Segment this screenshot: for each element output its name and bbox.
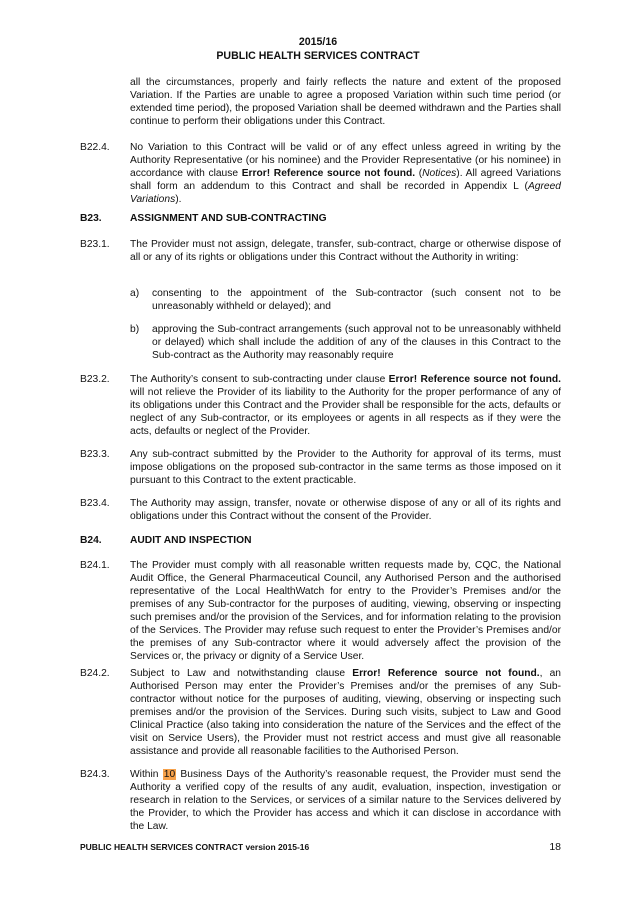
highlighted-number: 10 xyxy=(163,769,176,780)
clause-text: No Variation to this Contract will be valid or of any effect unless agreed in writing by the Authority Representative (or his nominee) and the Provider Representative (or his nominee) in accordance with clause Error! Reference source not found. (Notices). All agreed Variations shall form an addendum to this Contract and shall be recorded in Appendix L (Agreed Variations). xyxy=(130,142,561,205)
clause-text: Subject to Law and notwithstanding clause Error! Reference source not found., an Authorised Person may enter the Provider’s Premises and/or the premises of any Sub-contractor without notice for the purposes of auditing, viewing, observing or inspecting such premises and/or the provision of the Services. During such visits, subject to Law and Good Clinical Practice (also taking into consideration the nature of the Services and the effect of the visit on Service Users), the Provider must not restrict access and must give all reasonable assistance and provide all reasonable facilities to the Authorised Person. xyxy=(130,668,561,757)
clause-number: B23.4. xyxy=(80,498,110,509)
footer xyxy=(80,842,561,852)
section-number: B23. xyxy=(80,213,102,224)
header-title: PUBLIC HEALTH SERVICES CONTRACT xyxy=(216,50,420,62)
sub-clause-label: a) xyxy=(130,288,140,299)
reference-error: Error! Reference source not found. xyxy=(352,668,540,679)
clause-text: The Authority may assign, transfer, novate or otherwise dispose of any or all of its rights and obligations under this Contract without the consent of the Provider. xyxy=(130,498,561,522)
reference-error: Error! Reference source not found. xyxy=(388,374,561,385)
footer-text: PUBLIC HEALTH SERVICES CONTRACT version 2015-16 xyxy=(80,842,310,852)
reference-error: Error! Reference source not found. xyxy=(241,168,416,179)
page-number: 18 xyxy=(549,841,561,853)
clause-text: The Authority’s consent to sub-contracting under clause Error! Reference source not found. will not relieve the Provider of its liability to the Authority for the proper performance of any of its obligations under this Contract and the Provider shall be responsible for the acts, defaults or neglect of any Sub-contractor, or its employees or agents in all respects as if they were the acts, defaults or neglect of the Provider. xyxy=(130,374,561,437)
sub-clause-label: b) xyxy=(130,324,140,335)
clause-number: B24.3. xyxy=(80,769,110,780)
clause-number: B23.3. xyxy=(80,449,110,460)
clause-text: The Provider must comply with all reasonable written requests made by, CQC, the National Audit Office, the General Pharmaceutical Council, any Authorised Person and the authorised representative of the Local HealthWatch for entry to the Provider’s Premises and/or the premises of any Sub-contractor for the purposes of auditing, viewing, observing or inspecting such premises and/or the provision of the Services, and for information relating to the provision of the Services. The Provider may refuse such request to enter the Provider’s Premises and/or the premises of any Sub-contractor where it would adversely affect the provision of the Services or, the privacy or dignity of a Service User. xyxy=(130,560,561,662)
section-title: AUDIT AND INSPECTION xyxy=(130,535,252,546)
sub-clause-text: approving the Sub-contract arrangements (such approval not to be unreasonably withheld or delayed) which shall include the addition of any of the clauses in this Contract to the Sub-contract as the Authority may reasonably require xyxy=(152,324,561,361)
clause-number: B23.1. xyxy=(80,239,110,250)
clause-text: Any sub-contract submitted by the Provider to the Authority for approval of its terms, must impose obligations on the proposed sub-contractor in the same terms as those imposed on it pursuant to this Contract to the extent practicable. xyxy=(130,449,561,486)
clause-number: B23.2. xyxy=(80,374,110,385)
clause-text: Within 10 Business Days of the Authority’s reasonable request, the Provider must send the Authority a verified copy of the results of any audit, evaluation, inspection, investigation or research in relation to the Services, or services of a similar nature to the Services delivered by the Provider, to which the Provider has access and which it can disclose in accordance with the Law. xyxy=(130,769,562,832)
clause-number: B24.1. xyxy=(80,560,110,571)
header-year: 2015/16 xyxy=(298,36,338,48)
clause-text: The Provider must not assign, delegate, transfer, sub-contract, charge or otherwise dispose of all or any of its rights or obligations under this Contract without the Authority in writing: xyxy=(130,239,561,263)
section-number: B24. xyxy=(80,535,102,546)
sub-clause-text: consenting to the appointment of the Sub-contractor (such consent not to be unreasonably withheld or delayed); and xyxy=(152,288,561,312)
clause-number: B22.4. xyxy=(80,142,110,153)
clause-number: B24.2. xyxy=(80,668,110,679)
clause-b22-3-continuation: all the circumstances, properly and fairly reflects the nature and extent of the proposed Variation. If the Parties are unable to agree a proposed Variation within such time period (or extended time period), the proposed Variation shall be deemed withdrawn and the Parties shall continue to perform their obligations under this Contract. xyxy=(130,77,561,127)
section-title: ASSIGNMENT AND SUB-CONTRACTING xyxy=(130,213,327,224)
